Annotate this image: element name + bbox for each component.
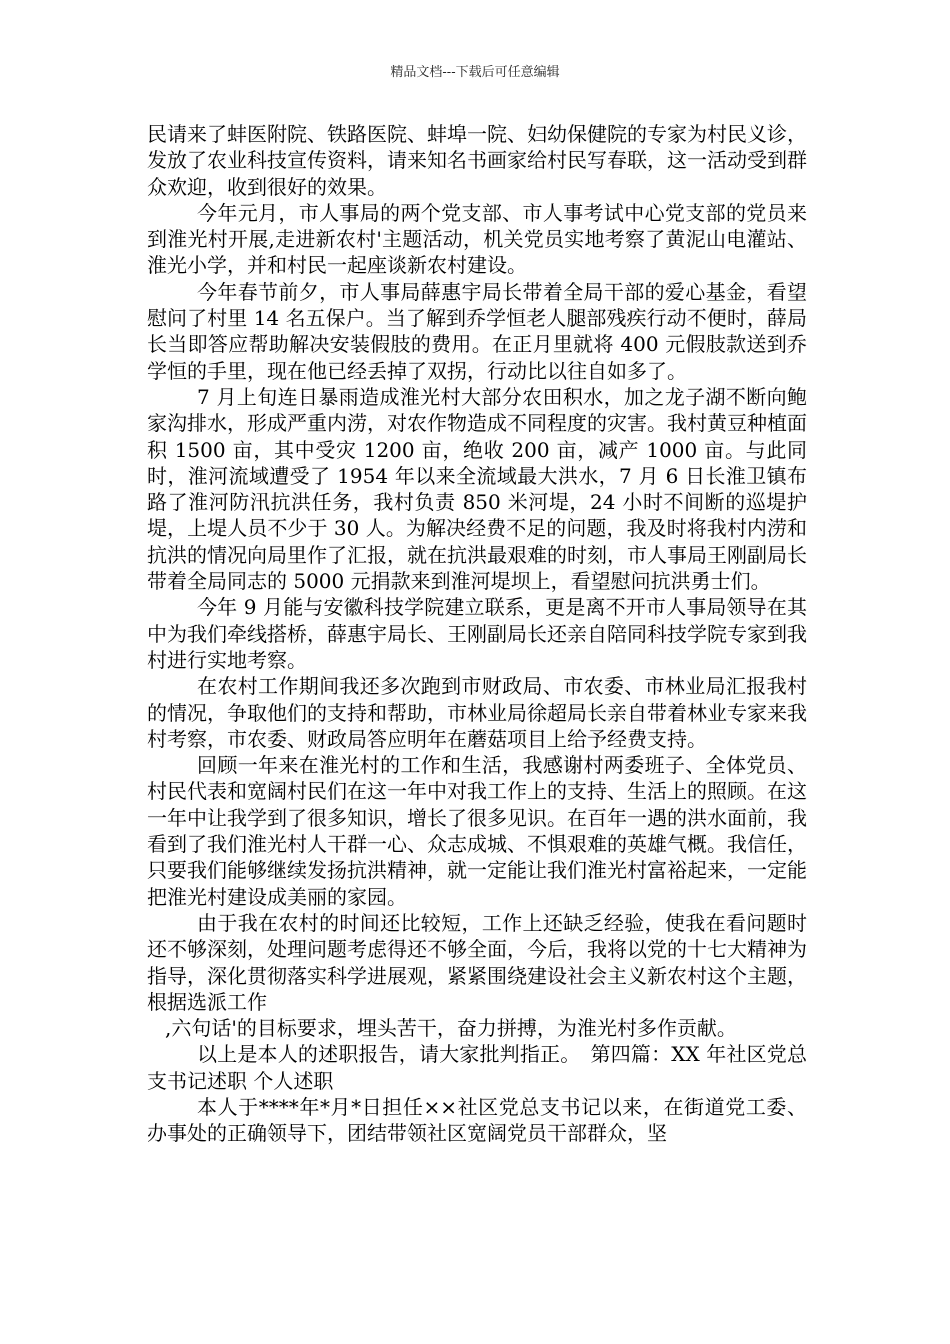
paragraph-4: 7 月上旬连日暴雨造成淮光村大部分农田积水，加之龙子湖不断向鲍家沟排水，形成严重内涝，对农作物造成不同程度的灾害。我村黄豆种植面积 1500 亩，其中受灾 1200 亩，绝收 200 亩，减产 1000 亩。与此同时，淮河流域遭受了 1954 年以来全流域最大洪水，7 月 6 日长淮卫镇布路了淮河防汛抗洪任务，我村负责 850 米河堤，24 小时不间断的巡堤护堤，上堤人员不少于 30 人。为解决经费不足的问题，我及时将我村内涝和抗洪的情况向局里作了汇报，就在抗洪最艰难的时刻，市人事局王刚副局长带着全局同志的 5000 元捐款来到淮河堤坝上，看望慰问抗洪勇士们。 [147, 384, 807, 594]
page-header: 精品文档---下载后可任意编辑 [390, 65, 560, 80]
paragraph-5: 今年 9 月能与安徽科技学院建立联系，更是离不开市人事局领导在其中为我们牵线搭桥，薛惠宇局长、王刚副局长还亲自陪同科技学院专家到我村进行实地考察。 [147, 595, 807, 672]
paragraph-8: 由于我在农村的时间还比较短，工作上还缺乏经验，使我在看问题时还不够深刻，处理问题考虑得还不够全面，今后，我将以党的十七大精神为指导，深化贯彻落实科学进展观，紧紧围绕建设社会主义新农村这个主题，根据选派工作 [147, 910, 807, 1014]
paragraph-6: 在农村工作期间我还多次跑到市财政局、市农委、市林业局汇报我村的情况，争取他们的支持和帮助，市林业局徐超局长亲自带着林业专家来我村考察，市农委、财政局答应明年在蘑菇项目上给予经费支持。 [147, 674, 807, 751]
paragraph-9: ,六句话'的目标要求，埋头苦干，奋力拼搏，为淮光村多作贡献。 [165, 1016, 737, 1041]
paragraph-1: 民请来了蚌医附院、铁路医院、蚌埠一院、妇幼保健院的专家为村民义诊，发放了农业科技宣传资料，请来知名书画家给村民写春联，这一活动受到群众欢迎，收到很好的效果。 [147, 122, 807, 199]
paragraph-2: 今年元月，市人事局的两个党支部、市人事考试中心党支部的党员来到淮光村开展,走进新农村'主题活动，机关党员实地考察了黄泥山电灌站、淮光小学，并和村民一起座谈新农村建设。 [147, 200, 807, 278]
paragraph-7: 回顾一年来在淮光村的工作和生活，我感谢村两委班子、全体党员、村民代表和宽阔村民们在这一年中对我工作上的支持、生活上的照顾。在这一年中让我学到了很多知识，增长了很多见识。在百年一遇的洪水面前，我看到了我们淮光村人干群一心、众志成城、不惧艰难的英雄气概。我信任，只要我们能够继续发扬抗洪精神，就一定能让我们淮光村富裕起来，一定能把淮光村建设成美丽的家园。 [147, 753, 807, 909]
paragraph-3: 今年春节前夕，市人事局薛惠宇局长带着全局干部的爱心基金，看望慰问了村里 14 名五保户。当了解到乔学恒老人腿部残疾行动不便时，薛局长当即答应帮助解决安装假肢的费用。在正月里就将 400 元假肢款送到乔学恒的手里，现在他已经丢掉了双拐，行动比以往自如多了。 [147, 279, 807, 383]
paragraph-11: 本人于****年*月*日担任××社区党总支书记以来，在街道党工委、办事处的正确领导下，团结带领社区宽阔党员干部群众，坚 [147, 1094, 807, 1146]
paragraph-10: 以上是本人的述职报告，请大家批判指正。 第四篇：XX 年社区党总支书记述职 个人述职 [147, 1042, 807, 1093]
document-body [147, 121, 807, 1147]
